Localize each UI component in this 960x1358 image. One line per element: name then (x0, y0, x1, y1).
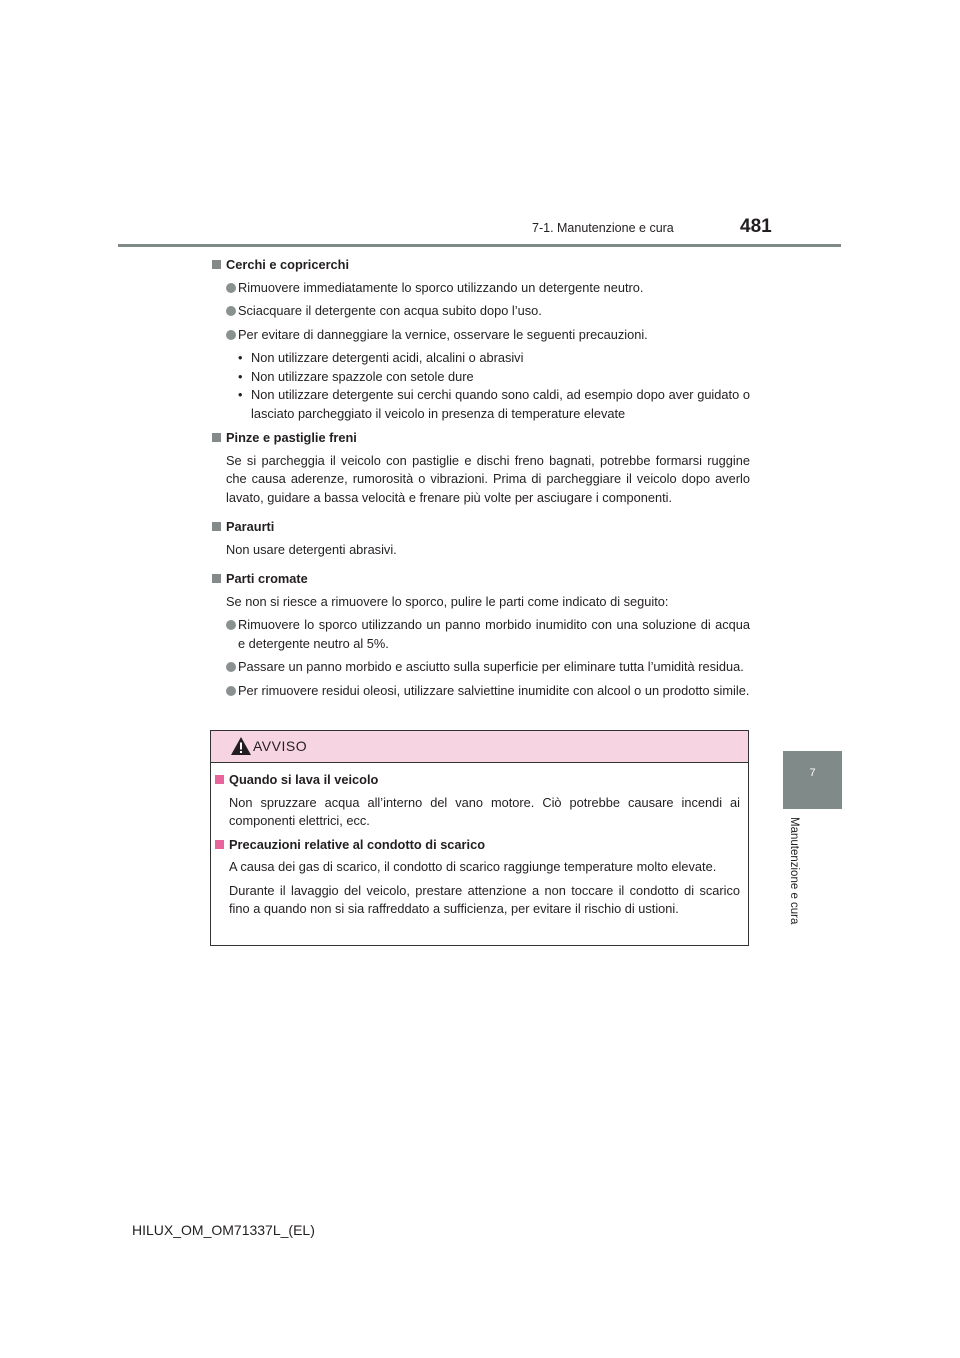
warning-triangle-icon (230, 736, 252, 756)
section-heading: Parti cromate (212, 570, 750, 589)
square-bullet-icon (212, 260, 221, 269)
small-bullet-icon: • (238, 368, 243, 384)
section-heading: Pinze e pastiglie freni (212, 429, 750, 448)
page-number: 481 (740, 216, 772, 237)
main-content (212, 256, 750, 705)
square-bullet-icon (215, 775, 224, 784)
square-bullet-icon (212, 433, 221, 442)
list-item: Rimuovere lo sporco utilizzando un panno morbido inumidito con una soluzione di acqua e detergente neutro al 5%. (212, 616, 750, 653)
paragraph: Durante il lavaggio del veicolo, prestare attenzione a non toccare il condotto di scarico fino a quando non si sia raffreddato a sufficienza, per evitare il rischio di ustioni. (229, 882, 740, 916)
square-bullet-icon (212, 522, 221, 531)
paragraph: A causa dei gas di scarico, il condotto di scarico raggiunge temperature molto elevate. (229, 859, 717, 874)
warning-header (211, 731, 748, 763)
list-item: Passare un panno morbido e asciutto sulla superficie per eliminare tutta l’umidità residua. (212, 658, 750, 677)
section-title: 7-1. Manutenzione e cura (532, 221, 674, 235)
sub-list-item: • Non utilizzare detergenti acidi, alcalini o abrasivi (212, 349, 750, 368)
paragraph: Se si parcheggia il veicolo con pastiglie e dischi freno bagnati, potrebbe formarsi ruggine che causa aderenze, rumorosità o vibrazioni. Prima di parcheggiare il veicolo dopo averlo lavato, guidare a bassa velocità e frenare più volte per asciugare i componenti. (226, 452, 750, 505)
section-heading: Cerchi e copricerchi (212, 256, 750, 275)
list-item: Rimuovere immediatamente lo sporco utilizzando un detergente neutro. (212, 279, 750, 298)
warning-box (210, 730, 749, 946)
circle-bullet-icon (226, 620, 236, 630)
circle-bullet-icon (226, 283, 236, 293)
list-item: Per rimuovere residui oleosi, utilizzare salviettine inumidite con alcool o un prodotto simile. (212, 682, 750, 701)
section-heading: Paraurti (212, 518, 750, 537)
sub-list-item: • Non utilizzare spazzole con setole dure (212, 368, 750, 387)
warning-heading: Precauzioni relative al condotto di scarico (215, 836, 740, 855)
chapter-tab (783, 751, 842, 809)
square-bullet-icon (215, 840, 224, 849)
paragraph: Non spruzzare acqua all’interno del vano motore. Ciò potrebbe causare incendi ai componenti elettrici, ecc. (229, 794, 740, 828)
chapter-number: 7 (809, 767, 816, 779)
circle-bullet-icon (226, 686, 236, 696)
circle-bullet-icon (226, 330, 236, 340)
circle-bullet-icon (226, 306, 236, 316)
square-bullet-icon (212, 574, 221, 583)
header-divider (118, 244, 841, 247)
warning-heading: Quando si lava il veicolo (215, 771, 740, 790)
warning-body (211, 771, 749, 924)
paragraph: Se non si riesce a rimuovere lo sporco, pulire le parti come indicato di seguito: (226, 593, 669, 609)
chapter-label: Manutenzione e cura (788, 817, 800, 925)
circle-bullet-icon (226, 662, 236, 672)
small-bullet-icon: • (238, 387, 243, 402)
paragraph: Non usare detergenti abrasivi. (226, 541, 397, 557)
small-bullet-icon: • (238, 350, 243, 365)
warning-title: AVVISO (253, 738, 308, 754)
list-item: Per evitare di danneggiare la vernice, osservare le seguenti precauzioni. (212, 326, 750, 345)
sub-list-item: • Non utilizzare detergente sui cerchi quando sono caldi, ad esempio dopo aver guidato o lasciato parcheggiato il veicolo in presenza di temperature elevate (238, 387, 750, 421)
document-code: HILUX_OM_OM71337L_(EL) (132, 1222, 315, 1238)
list-item: Sciacquare il detergente con acqua subito dopo l’uso. (212, 302, 750, 321)
